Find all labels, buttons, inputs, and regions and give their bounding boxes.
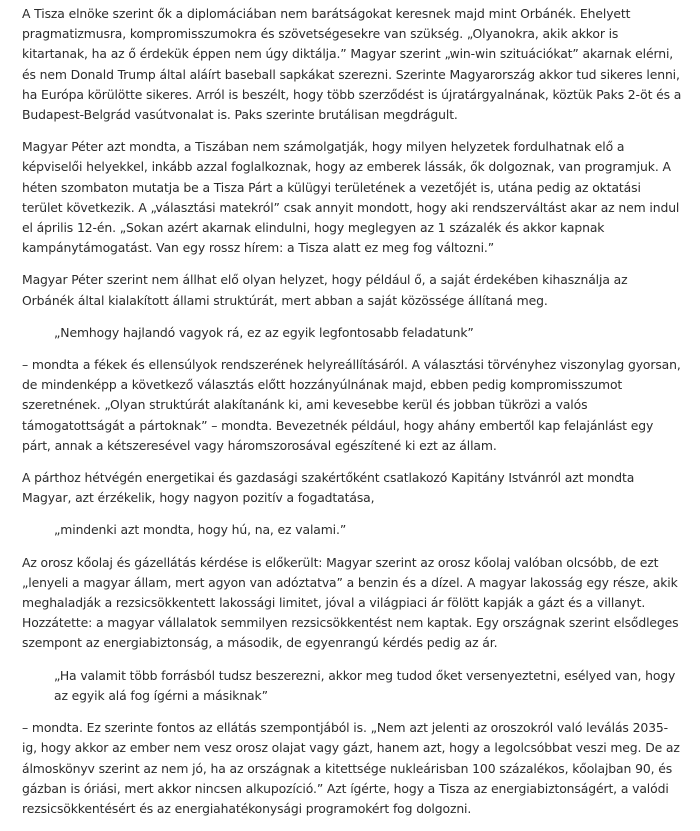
paragraph-kapitany: A párthoz hétvégén energetikai és gazdasági szakértőként csatlakozó Kapitány Istvánról azt mondta Magyar, azt érzékelik, hogy nagyon pozitív a fogadtatása, <box>22 470 635 506</box>
paragraph-state-structure: Magyar Péter szerint nem állhat elő olyan helyzet, hogy például ő, a saját érdekében kihasználja az Orbánék által kialakított állami struktúrát, mert abban a saját közössége állítaná meg. <box>22 272 628 308</box>
quote-reception: „mindenki azt mondta, hogy hú, na, ez valami.” <box>54 522 347 538</box>
article-body <box>22 4 682 831</box>
quote-checks-balances: „Nemhogy hajlandó vagyok rá, ez az egyik legfontosabb feladatunk” <box>54 324 474 340</box>
paragraph-energy-security: – mondta. Ez szerinte fontos az ellátás szempontjából is. „Nem azt jelenti az oroszokról való leválás 2035-ig, hogy akkor az ember nem vesz orosz olajat vagy gázt, hanem azt, hogy a legolcsóbbat veszi meg. De az álmoskönyv szerint az nem jó, ha az országnak a kitettsége nukleárisban 100 százalékos, kőolajban 90, és gázban is óriási, mert akkor nincsen alkupozíció.” Azt ígérte, hogy a Tisza az energiabiztonságért, a valódi rezsicsökkentésért és az energiahatékonysági programokért fog dolgozni. <box>22 720 680 816</box>
paragraph-russian-oil-gas: Az orosz kőolaj és gázellátás kérdése is előkerült: Magyar szerint az orosz kőolaj valóban olcsóbb, de ezt „lenyeli a magyar állam, mert agyon van adóztatva” a benzin és a dízel. A magyar lakosság egy része, akik meghaladják a rezsicsökkentett lakossági limitet, jóval a világpiaci ár fölött kapják a gázt és a villanyt. Hozzátette: a magyar vállalatok semmilyen rezsicsökkentést nem kaptak. Egy országnak szerint elsődleges szempont az energiabiztonság, a második, de egyenrangú kérdés pedig az ár. <box>22 554 679 651</box>
paragraph-election-math: Magyar Péter azt mondta, a Tiszában nem számolgatják, hogy milyen helyzetek fordulhatnak elő a képviselői helyekkel, inkább azzal foglalkoznak, hogy az emberek lássák, ők dolgoznak, van programjuk. A héten szombaton mutatja be a Tisza Párt a külügyi területének a vezetőjét is, utána pedig az oktatási terület következik. A „választási matekról” csak annyit mondott, hogy aki rendszerváltást akar az nem indul el április 12-én. „Sokan azért akarnak elindulni, hogy meglegyen az 1 százalék és akkor kapnak kampánytámogatást. Van egy rossz hírem: a Tisza alatt ez meg fog változni.” <box>22 139 680 256</box>
paragraph-diplomacy: A Tisza elnöke szerint ők a diplomáciában nem barátságokat keresnek majd mint Orbánék. Ehelyett pragmatizmusra, kompromisszumokra és szövetségesekre van szükség. „Olyanokra, akik akkor is kitartanak, ha az ő érdekük éppen nem úgy diktálja.” Magyar szerint „win-win szituációkat” akarnak elérni, és nem Donald Trump által aláírt baseball sapkákat szerezni. Szerinte Magyarország akkor tud sikeres lenni, ha Európa körülötte sikeres. Arról is beszélt, hogy több szerződést is újratárgyalnának, köztük Paks 2-öt és a Budapest-Belgrád vasútvonalat is. Paks szerinte brutálisan megdrágult. <box>22 6 682 123</box>
quote-multiple-sources: „Ha valamit több forrásból tudsz beszerezni, akkor meg tudod őket versenyeztetni, esélyed van, hogy az egyik alá fog ígérni a másiknak” <box>54 667 676 703</box>
paragraph-election-law: – mondta a fékek és ellensúlyok rendszerének helyreállításáról. A választási törvényhez viszonylag gyorsan, de mindenképp a következő választás előtt hozzányúlnának majd, ebben pedig kompromisszumot szeretnének. „Olyan struktúrát alakítanánk ki, ami kevesebbe kerül és jobban tükrözi a valós támogatottságát a pártoknak” – mondta. Bevezetnék például, hogy ahány embertől kap felajánlást egy párt, annak a kétszeresével vagy háromszorosával egészítené ki ezt az állam. <box>22 357 681 453</box>
